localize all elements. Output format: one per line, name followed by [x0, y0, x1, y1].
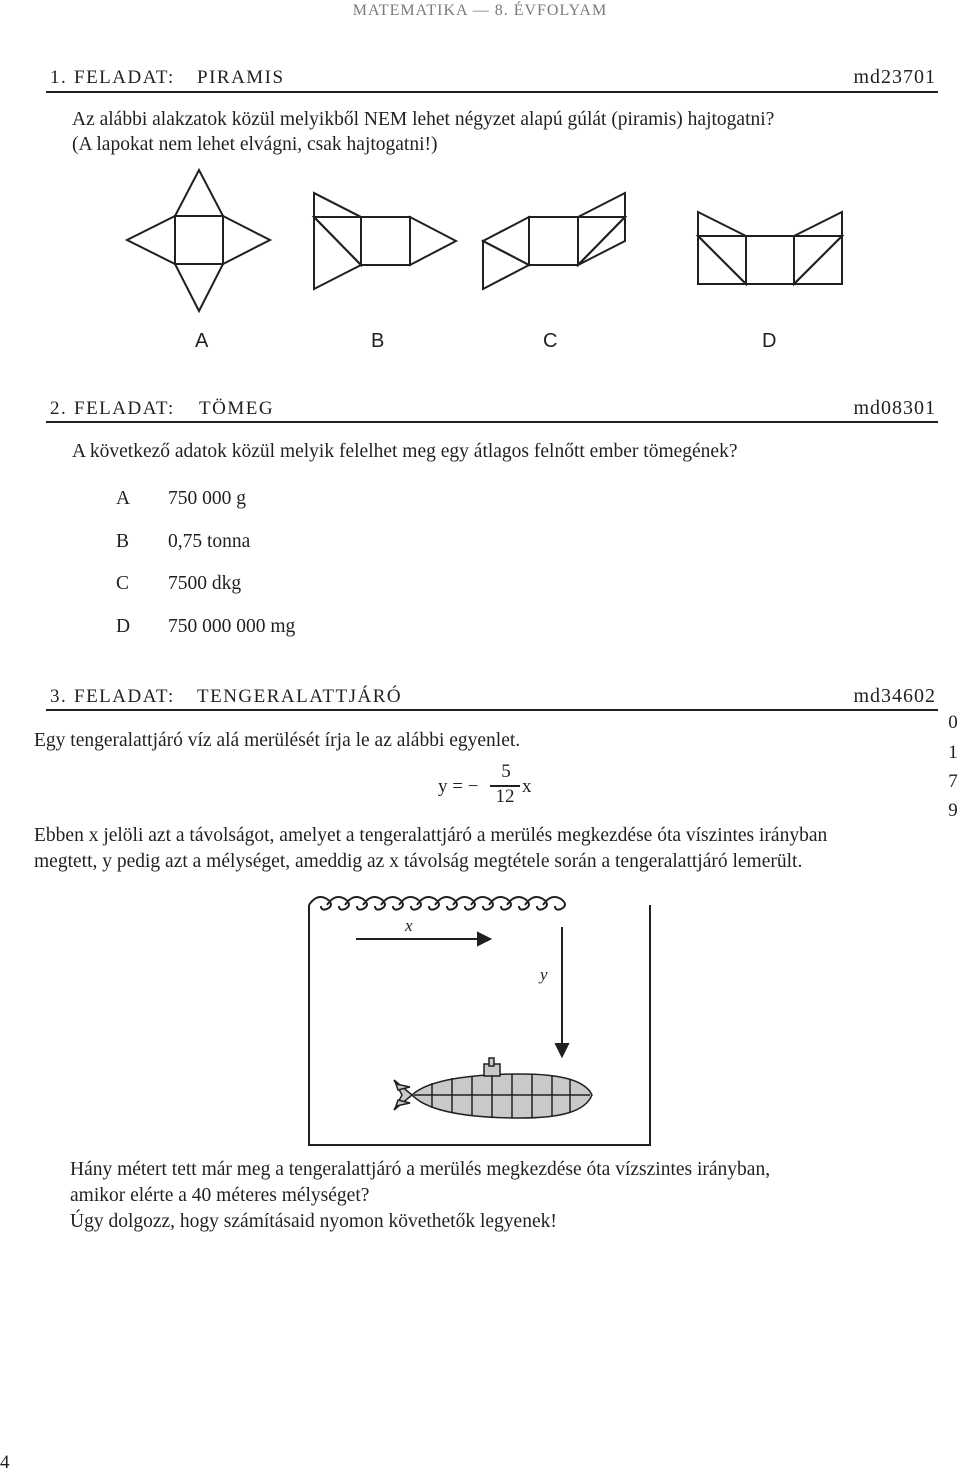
net-label-d: D [762, 330, 777, 352]
y-arrowhead [556, 1044, 568, 1056]
task1-question-line2: (A lapokat nem lehet elvágni, csak hajtogatni!) [72, 134, 438, 155]
task2-option-b-text: 0,75 tonna [168, 531, 251, 552]
wave-line [309, 897, 565, 910]
task2-option-c-letter: C [116, 573, 130, 594]
side-code-digit: 9 [948, 800, 958, 821]
task2-option-c-text: 7500 dkg [168, 573, 242, 594]
net-label-c: C [543, 330, 558, 352]
task2-question: A következő adatok közül melyik felelhet meg egy átlagos felnőtt ember tömegének? [72, 441, 738, 462]
task1-question-line1: Az alábbi alakzatok közül melyikből NEM lehet négyzet alapú gúlát (piramis) hajtogatni? [72, 109, 775, 130]
figure-x-label: x [405, 916, 413, 935]
x-arrowhead [478, 933, 490, 945]
equation-denominator: 12 [495, 786, 515, 807]
task3-code: md34602 [853, 685, 936, 707]
task3-label: FELADAT: [74, 686, 175, 707]
side-code-digit: 7 [948, 771, 958, 792]
task1-code: md23701 [853, 66, 936, 88]
task3-title: TENGERALATTJÁRÓ [197, 686, 403, 707]
task3-explanation-line2: megtett, y pedig azt a mélységet, ameddig az x távolság megtétele során a tengeralattjáró lemerült. [34, 851, 803, 872]
task2-option-a-text: 750 000 g [168, 488, 246, 509]
task1-label: FELADAT: [74, 67, 175, 88]
task1-title: PIRAMIS [197, 67, 285, 88]
net-label-a: A [195, 330, 209, 352]
task2-option-b-letter: B [116, 531, 130, 552]
side-code-digit: 0 [948, 712, 958, 733]
task3-intro: Egy tengeralattjáró víz alá merülését írja le az alábbi egyenlet. [34, 730, 521, 751]
submarine [394, 1058, 592, 1118]
task3-number: 3. [50, 686, 68, 707]
task2-label: FELADAT: [74, 398, 175, 419]
running-header: MATEMATIKA — 8. ÉVFOLYAM [352, 2, 608, 19]
task3-question-line2: amikor elérte a 40 méteres mélységet? [70, 1185, 370, 1206]
page-number: 4 [0, 1452, 10, 1473]
net-label-b: B [371, 330, 385, 352]
task2-option-a-letter: A [116, 488, 131, 509]
equation-numerator: 5 [501, 761, 511, 782]
task2-option-d-text: 750 000 000 mg [168, 616, 296, 637]
task2-option-d-letter: D [116, 616, 131, 637]
task3-question-line3: Úgy dolgozz, hogy számításaid nyomon követhetők legyenek! [70, 1211, 557, 1232]
figure-y-label: y [540, 965, 548, 984]
task3-explanation-line1: Ebben x jelöli azt a távolságot, amelyet a tengeralattjáró a merülés megkezdése óta víszintes irányban [34, 825, 828, 846]
equation-variable: x [522, 776, 532, 797]
task1-number: 1. [50, 67, 68, 88]
task2-title: TÖMEG [199, 398, 275, 419]
side-code-digit: 1 [948, 742, 958, 763]
task2-number: 2. [50, 398, 68, 419]
task3-question-line1: Hány métert tett már meg a tengeralattjáró a merülés megkezdése óta vízszintes irányban, [70, 1159, 771, 1180]
equation-lhs: y = − [438, 776, 479, 797]
task2-code: md08301 [853, 397, 936, 419]
